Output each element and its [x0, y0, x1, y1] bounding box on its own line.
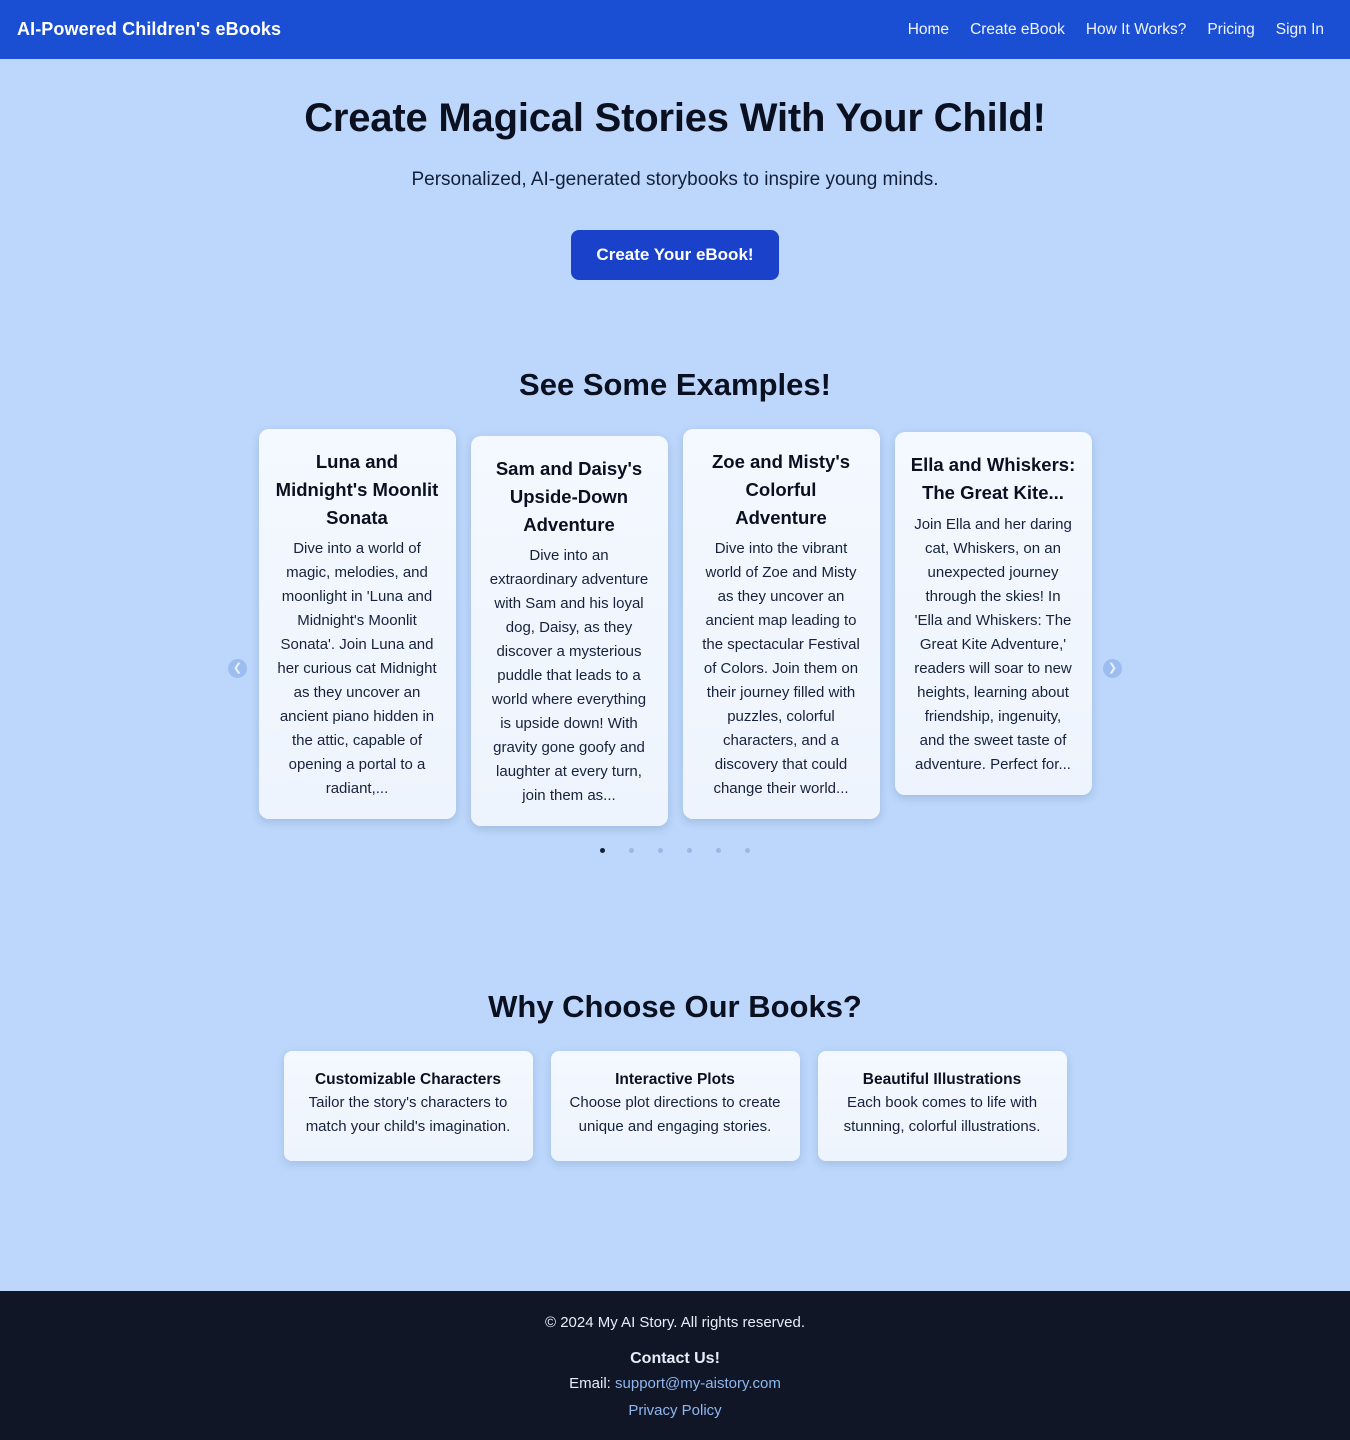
- footer-email-line: [0, 1375, 1350, 1392]
- example-cards: [0, 427, 1350, 826]
- example-card-title: Ella and Whiskers: The Great Kite...: [910, 454, 1076, 503]
- carousel-dot[interactable]: [687, 848, 692, 853]
- feature-card: [284, 1051, 533, 1161]
- hero-subtitle: Personalized, AI-generated storybooks to inspire young minds.: [411, 169, 939, 190]
- footer-copyright: © 2024 My AI Story. All rights reserved.: [544, 1314, 806, 1331]
- examples-carousel: [0, 427, 1350, 927]
- features-title: Why Choose Our Books?: [488, 989, 862, 1024]
- features-section: [0, 989, 1350, 1161]
- footer-contact-title: Contact Us!: [630, 1350, 720, 1367]
- examples-section: [0, 367, 1350, 927]
- chevron-left-icon[interactable]: ❮: [228, 659, 247, 678]
- carousel-dot[interactable]: [658, 848, 663, 853]
- hero-section: [0, 59, 1350, 280]
- feature-card-text: Tailor the story's characters to match your child's imagination.: [305, 1094, 511, 1135]
- carousel-dot[interactable]: [600, 848, 605, 853]
- example-card-text: Dive into a world of magic, melodies, and moonlight in 'Luna and Midnight's Moonlit Sonata'. Join Luna and her curious cat Midnight as they uncover an ancient piano hidden in the attic, capable of opening a portal to a radiant,...: [277, 540, 437, 798]
- example-card-title: Zoe and Misty's Colorful Adventure: [711, 451, 851, 528]
- create-ebook-button[interactable]: Create Your eBook!: [571, 230, 778, 280]
- carousel-dot[interactable]: [716, 848, 721, 853]
- nav-item-home[interactable]: Home: [907, 20, 950, 38]
- example-card-text: Join Ella and her daring cat, Whiskers, on an unexpected journey through the skies! In 'Ella and Whiskers: The Great Kite Adventure,' readers will soar to new heights, learning about friendship, ingenuity, and the sweet taste of adventure. Perfect for...: [914, 515, 1072, 773]
- example-card-title: Luna and Midnight's Moonlit Sonata: [275, 451, 439, 528]
- footer-email-label: Email:: [569, 1375, 611, 1392]
- feature-card-text: Choose plot directions to create unique and engaging stories.: [569, 1094, 781, 1135]
- example-card[interactable]: [683, 429, 880, 819]
- example-card-text: Dive into the vibrant world of Zoe and Misty as they uncover an ancient map leading to the spectacular Festival of Colors. Join them on their journey filled with puzzles, colorful characters, and a discovery that could change their world...: [702, 540, 860, 798]
- nav-item-create-ebook[interactable]: Create eBook: [970, 20, 1065, 38]
- examples-title: See Some Examples!: [519, 367, 831, 402]
- chevron-right-icon[interactable]: ❯: [1103, 659, 1122, 678]
- carousel-dot[interactable]: [745, 848, 750, 853]
- nav-item-sign-in[interactable]: Sign In: [1275, 20, 1324, 38]
- footer-privacy-link[interactable]: Privacy Policy: [628, 1402, 722, 1419]
- nav-links: [908, 21, 1334, 39]
- carousel-dots: [0, 848, 1350, 853]
- example-card[interactable]: [471, 436, 668, 826]
- example-card-title: Sam and Daisy's Upside-Down Adventure: [495, 458, 643, 535]
- nav-item-pricing[interactable]: Pricing: [1207, 20, 1255, 38]
- nav-item-how-it-works[interactable]: How It Works?: [1085, 20, 1187, 38]
- feature-card: [818, 1051, 1067, 1161]
- carousel-dot[interactable]: [629, 848, 634, 853]
- feature-card-title: Interactive Plots: [615, 1071, 735, 1088]
- brand-title: AI-Powered Children's eBooks: [17, 19, 282, 39]
- feature-card-text: Each book comes to life with stunning, colorful illustrations.: [843, 1094, 1041, 1135]
- feature-card-title: Beautiful Illustrations: [862, 1071, 1022, 1088]
- example-card[interactable]: [895, 432, 1092, 795]
- footer-email-link[interactable]: support@my-aistory.com: [615, 1375, 781, 1392]
- hero-cta-wrap: [0, 230, 1350, 280]
- navbar: [0, 0, 1350, 59]
- feature-card: [551, 1051, 800, 1161]
- feature-card-title: Customizable Characters: [314, 1071, 502, 1088]
- example-card[interactable]: [259, 429, 456, 819]
- example-card-text: Dive into an extraordinary adventure with Sam and his loyal dog, Daisy, as they discover a mysterious puddle that leads to a world where everything is upside down! With gravity gone goofy and laughter at every turn, join them as...: [489, 547, 649, 805]
- footer: [0, 1291, 1350, 1440]
- page-title: Create Magical Stories With Your Child!: [304, 96, 1046, 140]
- feature-cards: [0, 1051, 1350, 1161]
